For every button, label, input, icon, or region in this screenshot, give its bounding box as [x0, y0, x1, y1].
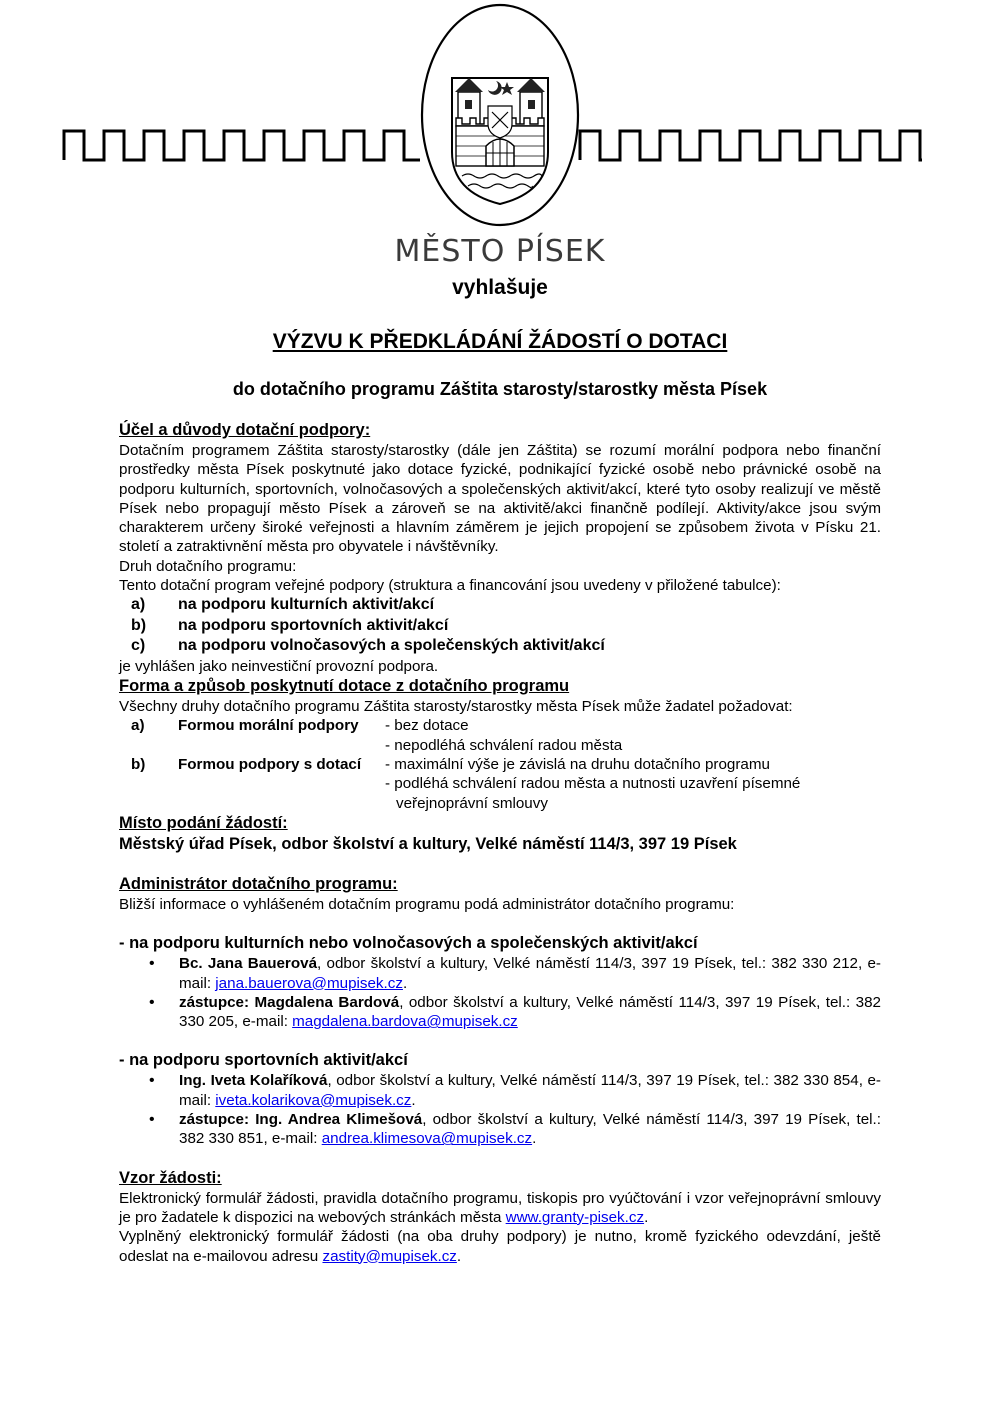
- contact-email-link[interactable]: iveta.kolarikova@mupisek.cz: [215, 1091, 412, 1109]
- form-option-desc: - maximální výše je závislá na druhu dotačního programu: [385, 756, 770, 774]
- form-option-desc: veřejnoprávní smlouvy: [396, 794, 548, 812]
- city-name-logo-text: MĚSTO PÍSEK: [394, 234, 606, 269]
- web-link[interactable]: www.granty-pisek.cz: [505, 1208, 645, 1226]
- contact-name: Ing. Iveta Kolaříková: [179, 1072, 328, 1090]
- coat-of-arms-logo: [0, 0, 1000, 240]
- form-option-name: Formou podpory s dotací: [178, 756, 362, 774]
- list-marker: c): [131, 637, 146, 655]
- list-marker: a): [131, 596, 146, 614]
- list-item-text: na podporu volnočasových a společenských aktivit/akcí: [178, 637, 605, 655]
- admin-group-sport-list: [119, 1071, 881, 1148]
- form-option-marker: b): [131, 756, 146, 774]
- list-item: [119, 1110, 881, 1149]
- contact-name: zástupce: Magdalena Bardová: [179, 993, 400, 1011]
- program-type-list: [119, 595, 881, 657]
- contact-email-link[interactable]: magdalena.bardova@mupisek.cz: [292, 1013, 518, 1031]
- document-title: VÝZVU K PŘEDKLÁDÁNÍ ŽÁDOSTÍ O DOTACI: [272, 330, 728, 353]
- contact-text: , odbor školství a kultury, Velké náměstí 114/3, 397 19 Písek, tel.: 382 330 854, e-mail:: [179, 1072, 881, 1109]
- form-option-desc: - podléhá schválení radou města a nutnosti uzavření písemné: [385, 775, 801, 793]
- admin-heading: Administrátor dotačního programu:: [119, 874, 398, 893]
- admin-intro: Bližší informace o vyhlášeném dotačním programu podá administrátor dotačního programu:: [119, 895, 735, 913]
- list-item: [119, 1071, 881, 1110]
- place-text: Městský úřad Písek, odbor školství a kultury, Velké náměstí 114/3, 397 19 Písek: [119, 834, 737, 853]
- document-body: [119, 420, 881, 1266]
- list-item-text: na podporu sportovních aktivit/akcí: [178, 616, 449, 634]
- list-item: [119, 616, 881, 637]
- contact-email-link[interactable]: andrea.klimesova@mupisek.cz: [321, 1130, 533, 1148]
- form-option-a: [119, 716, 881, 735]
- place-heading: Místo podání žádostí:: [119, 813, 288, 832]
- punctuation: .: [456, 1247, 462, 1265]
- template-text-2: Vyplněný elektronický formulář žádosti (na oba druhy podpory) je nutno, kromě fyzického odevzdání, ještě odeslat na e-mailovou adresu: [119, 1228, 881, 1265]
- admin-group-sport-title: - na podporu sportovních aktivit/akcí: [119, 1051, 408, 1070]
- purpose-heading: Účel a důvody dotační podpory:: [119, 421, 371, 439]
- contact-email-link[interactable]: jana.bauerova@mupisek.cz: [215, 974, 403, 992]
- list-item: [119, 954, 881, 993]
- punctuation: .: [644, 1208, 649, 1226]
- template-email-text: [119, 1227, 881, 1266]
- list-marker: b): [131, 616, 147, 634]
- template-text-1: Elektronický formulář žádosti, pravidla dotačního programu, tiskopis pro vyúčtování i vzor veřejnoprávní smlouvy je pro žadatele k dispozici na webových stránkách města: [119, 1189, 881, 1226]
- list-item: [119, 595, 881, 616]
- form-option-desc: - nepodléhá schválení radou města: [385, 736, 623, 754]
- punctuation: .: [532, 1130, 537, 1148]
- announces-text: vyhlašuje: [452, 276, 548, 299]
- form-option-desc: - bez dotace: [385, 717, 469, 735]
- program-type-label: Druh dotačního programu:: [119, 557, 297, 575]
- form-option-marker: a): [131, 717, 145, 735]
- admin-group-culture-list: [119, 954, 881, 1031]
- contact-text: , odbor školství a kultury, Velké náměstí 114/3, 397 19 Písek, tel.: 382 330 205, e-mail:: [179, 993, 882, 1031]
- document-subtitle: do dotačního programu Záštita starosty/starostky města Písek: [232, 379, 768, 399]
- program-type-outro: je vyhlášen jako neinvestiční provozní podpora.: [119, 657, 439, 675]
- list-item: [119, 993, 881, 1032]
- contact-text: , odbor školství a kultury, Velké náměstí 114/3, 397 19 Písek, tel.: 382 330 851, e-mail:: [179, 1111, 881, 1148]
- program-type-intro: Tento dotační program veřejné podpory (struktura a financování jsou uvedeny v přiložené tabulce):: [119, 577, 781, 595]
- template-heading: Vzor žádosti:: [119, 1168, 222, 1187]
- punctuation: .: [411, 1091, 416, 1109]
- contact-text: , odbor školství a kultury, Velké náměstí 114/3, 397 19 Písek, tel.: 382 330 212, e-mail:: [179, 955, 881, 992]
- form-intro: Všechny druhy dotačního programu Záštita starosty/starostky města Písek může žadatel požadovat:: [119, 698, 793, 716]
- email-link[interactable]: zastity@mupisek.cz: [322, 1247, 457, 1265]
- list-item: [119, 636, 881, 657]
- form-heading: Forma a způsob poskytnutí dotace z dotačního programu: [119, 677, 570, 696]
- admin-group-culture-title: - na podporu kulturních nebo volnočasových a společenských aktivit/akcí: [119, 934, 698, 953]
- list-item-text: na podporu kulturních aktivit/akcí: [178, 596, 435, 614]
- purpose-text: Dotačním programem Záštita starosty/starostky (dále jen Záštita) se rozumí morální podpora nebo finanční prostředky města Písek poskytnuté jako dotace fyzické, podnikající fyzické osobě nebo právnické osobě na podporu kulturních, sportovních, volnočasových a společenských aktivit/akcí, které tyto osoby realizují ve městě Písek nebo propagují město Písek a zároveň se na aktivitě/akci finančně podílejí. Aktivity/akce jsou svým charakterem určeny široké veřejnosti a hlavním záměrem je jejich propojení se způsobem života v Písku 21. století a zatraktivnění města pro obyvatele i návštěvníky.: [119, 442, 881, 556]
- form-option-b: [119, 755, 881, 774]
- punctuation: .: [402, 974, 408, 992]
- form-option-name: Formou morální podpory: [178, 717, 359, 735]
- template-text: [119, 1189, 881, 1228]
- contact-name: Bc. Jana Bauerová: [179, 955, 318, 973]
- contact-name: zástupce: Ing. Andrea Klimešová: [179, 1111, 423, 1129]
